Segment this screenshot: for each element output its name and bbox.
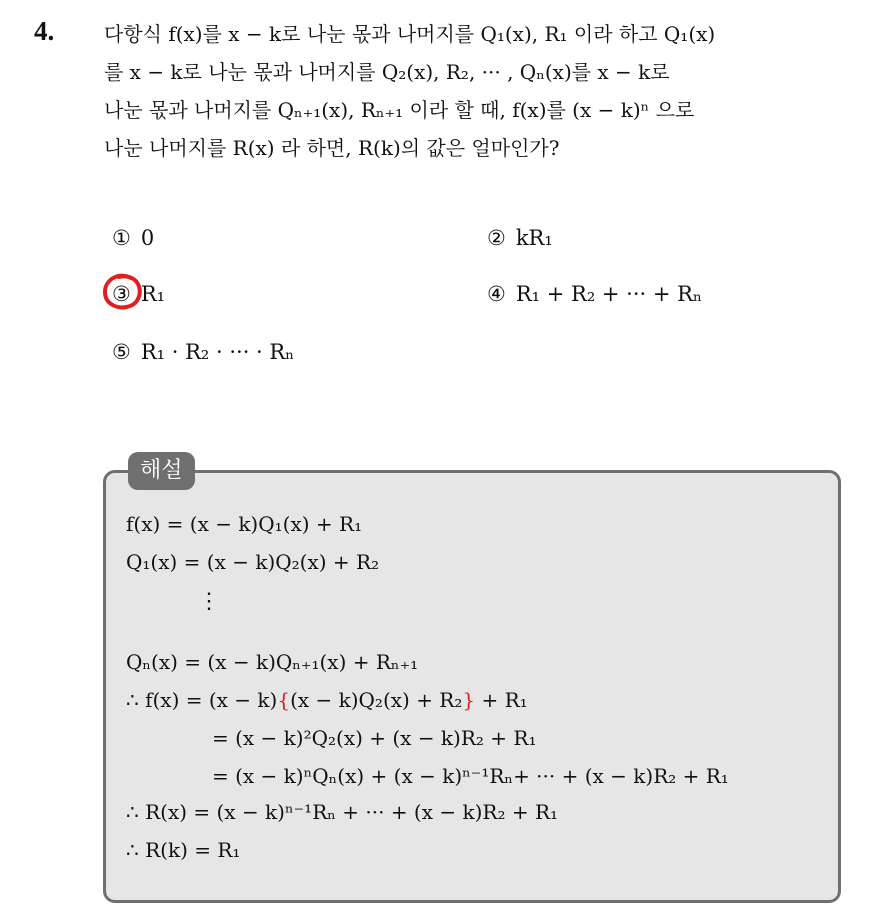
- solution-vertical-dots: ⋮: [198, 589, 220, 614]
- question-number: 4.: [34, 16, 55, 46]
- solution-line-9: ∴ R(k) = R₁: [126, 838, 241, 862]
- choice-mark: ④: [487, 282, 506, 306]
- choice-mark: ③: [112, 282, 131, 306]
- solution-line-4: Qₙ(x) = (x − k)Qₙ₊₁(x) + Rₙ₊₁: [126, 650, 419, 674]
- question-line-3: 나눈 몫과 나머지를 Qₙ₊₁(x), Rₙ₊₁ 이라 할 때, f(x)를 (x − k)ⁿ 으로: [104, 98, 695, 122]
- choice-text: R₁ · R₂ · ··· · Rₙ: [140, 340, 295, 364]
- choice-mark: ⑤: [112, 340, 131, 364]
- choice-mark: ①: [112, 226, 131, 250]
- choice-text: kR₁: [515, 226, 553, 250]
- choice-2[interactable]: [487, 226, 553, 250]
- choice-5[interactable]: [112, 340, 294, 364]
- solution-line-2: Q₁(x) = (x − k)Q₂(x) + R₂: [126, 550, 380, 574]
- solution-open-brace: {: [277, 688, 291, 712]
- question-line-2: 를 x − k로 나눈 몫과 나머지를 Q₂(x), R₂, ··· , Qₙ(x)를 x − k로: [104, 60, 670, 84]
- solution-line-1: f(x) = (x − k)Q₁(x) + R₁: [126, 512, 363, 536]
- solution-close-brace: }: [462, 688, 476, 712]
- solution-line-5-middle: (x − k)Q₂(x) + R₂: [290, 688, 463, 712]
- solution-line-6: = (x − k)²Q₂(x) + (x − k)R₂ + R₁: [212, 726, 537, 750]
- solution-line-8: ∴ R(x) = (x − k)ⁿ⁻¹Rₙ + ··· + (x − k)R₂ + R₁: [126, 800, 559, 824]
- solution-tab-label: 해설: [128, 452, 195, 490]
- solution-line-5-prefix: ∴ f(x) = (x − k): [126, 688, 278, 712]
- choice-1[interactable]: [112, 226, 154, 250]
- choice-text: R₁: [140, 282, 166, 306]
- choice-text: 0: [140, 226, 155, 250]
- solution-line-5: [126, 688, 528, 712]
- answer-circle-icon: [101, 272, 145, 312]
- choice-mark: ②: [487, 226, 506, 250]
- question-line-4: 나눈 나머지를 R(x) 라 하면, R(k)의 값은 얼마인가?: [104, 136, 560, 160]
- solution-line-5-suffix: + R₁: [475, 688, 528, 712]
- question-line-1: 다항식 f(x)를 x − k로 나눈 몫과 나머지를 Q₁(x), R₁ 이라 하고 Q₁(x): [104, 22, 716, 46]
- choice-text: R₁ + R₂ + ··· + Rₙ: [515, 282, 703, 306]
- choice-4[interactable]: [487, 282, 702, 306]
- solution-line-7: = (x − k)ⁿQₙ(x) + (x − k)ⁿ⁻¹Rₙ+ ··· + (x − k)R₂ + R₁: [212, 764, 729, 788]
